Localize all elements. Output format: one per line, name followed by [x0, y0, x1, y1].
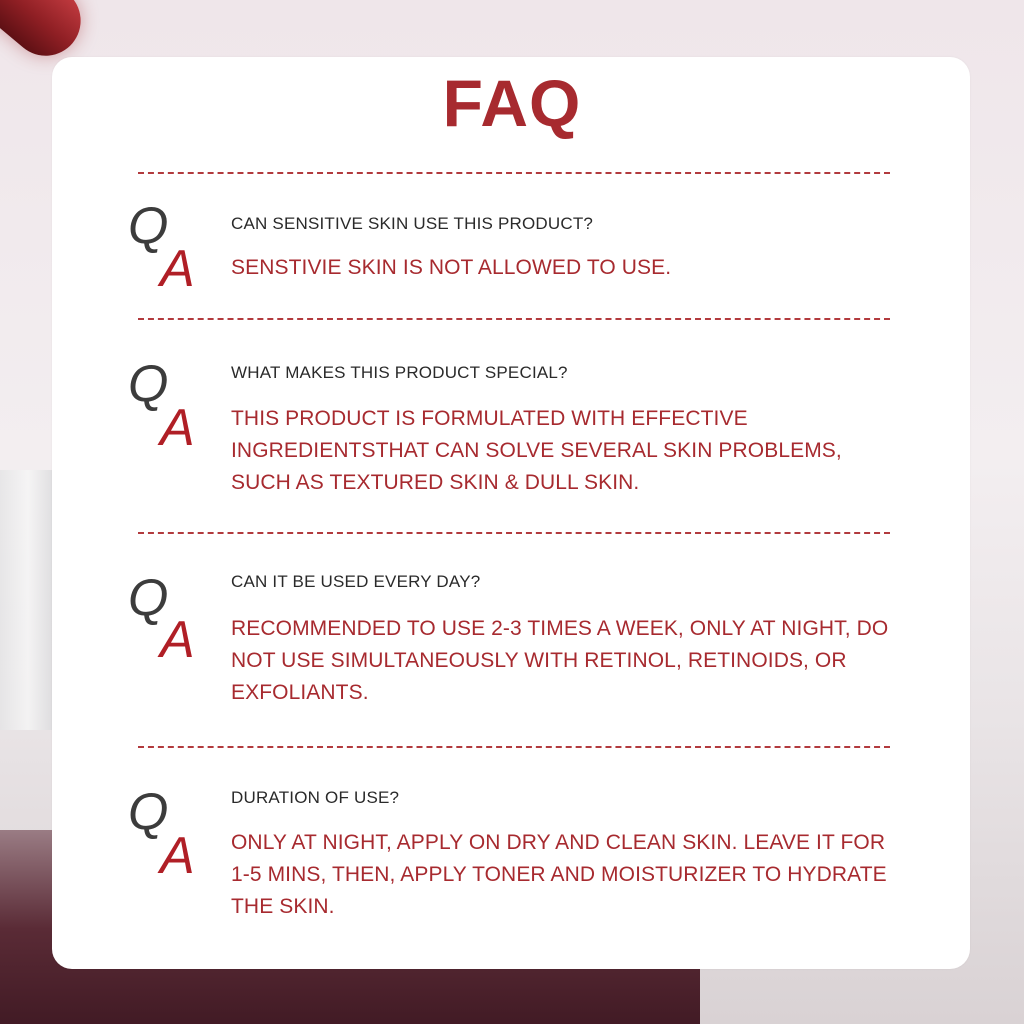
divider — [138, 532, 890, 534]
faq-answer: ONLY AT NIGHT, APPLY ON DRY AND CLEAN SKIN. LEAVE IT FOR 1-5 MINS, THEN, APPLY TONER AND MOISTURIZER TO HYDRATE THE SKIN. — [231, 831, 887, 918]
q-icon: Q — [128, 197, 169, 255]
q-icon: Q — [128, 569, 169, 627]
divider — [138, 172, 890, 174]
q-icon: Q — [128, 355, 169, 413]
faq-answer: SENSTIVIE SKIN IS NOT ALLOWED TO USE. — [231, 256, 672, 279]
faq-question: WHAT MAKES THIS PRODUCT SPECIAL? — [231, 363, 568, 382]
faq-answer: THIS PRODUCT IS FORMULATED WITH EFFECTIVE INGREDIENTSTHAT CAN SOLVE SEVERAL SKIN PROBLEMS, SUCH AS TEXTURED SKIN & DULL SKIN. — [231, 407, 842, 494]
faq-answer: RECOMMENDED TO USE 2-3 TIMES A WEEK, ONLY AT NIGHT, DO NOT USE SIMULTANEOUSLY WITH RETINOL, RETINOIDS, OR EXFOLIANTS. — [231, 617, 889, 704]
divider — [138, 746, 890, 748]
a-icon: A — [160, 611, 195, 669]
faq-question: CAN SENSITIVE SKIN USE THIS PRODUCT? — [231, 214, 594, 233]
a-icon: A — [160, 399, 195, 457]
a-icon: A — [160, 240, 195, 298]
faq-question: DURATION OF USE? — [231, 788, 400, 807]
faq-question: CAN IT BE USED EVERY DAY? — [231, 572, 481, 591]
divider — [138, 318, 890, 320]
a-icon: A — [160, 827, 195, 885]
q-icon: Q — [128, 783, 169, 841]
page-title: FAQ — [442, 66, 582, 140]
